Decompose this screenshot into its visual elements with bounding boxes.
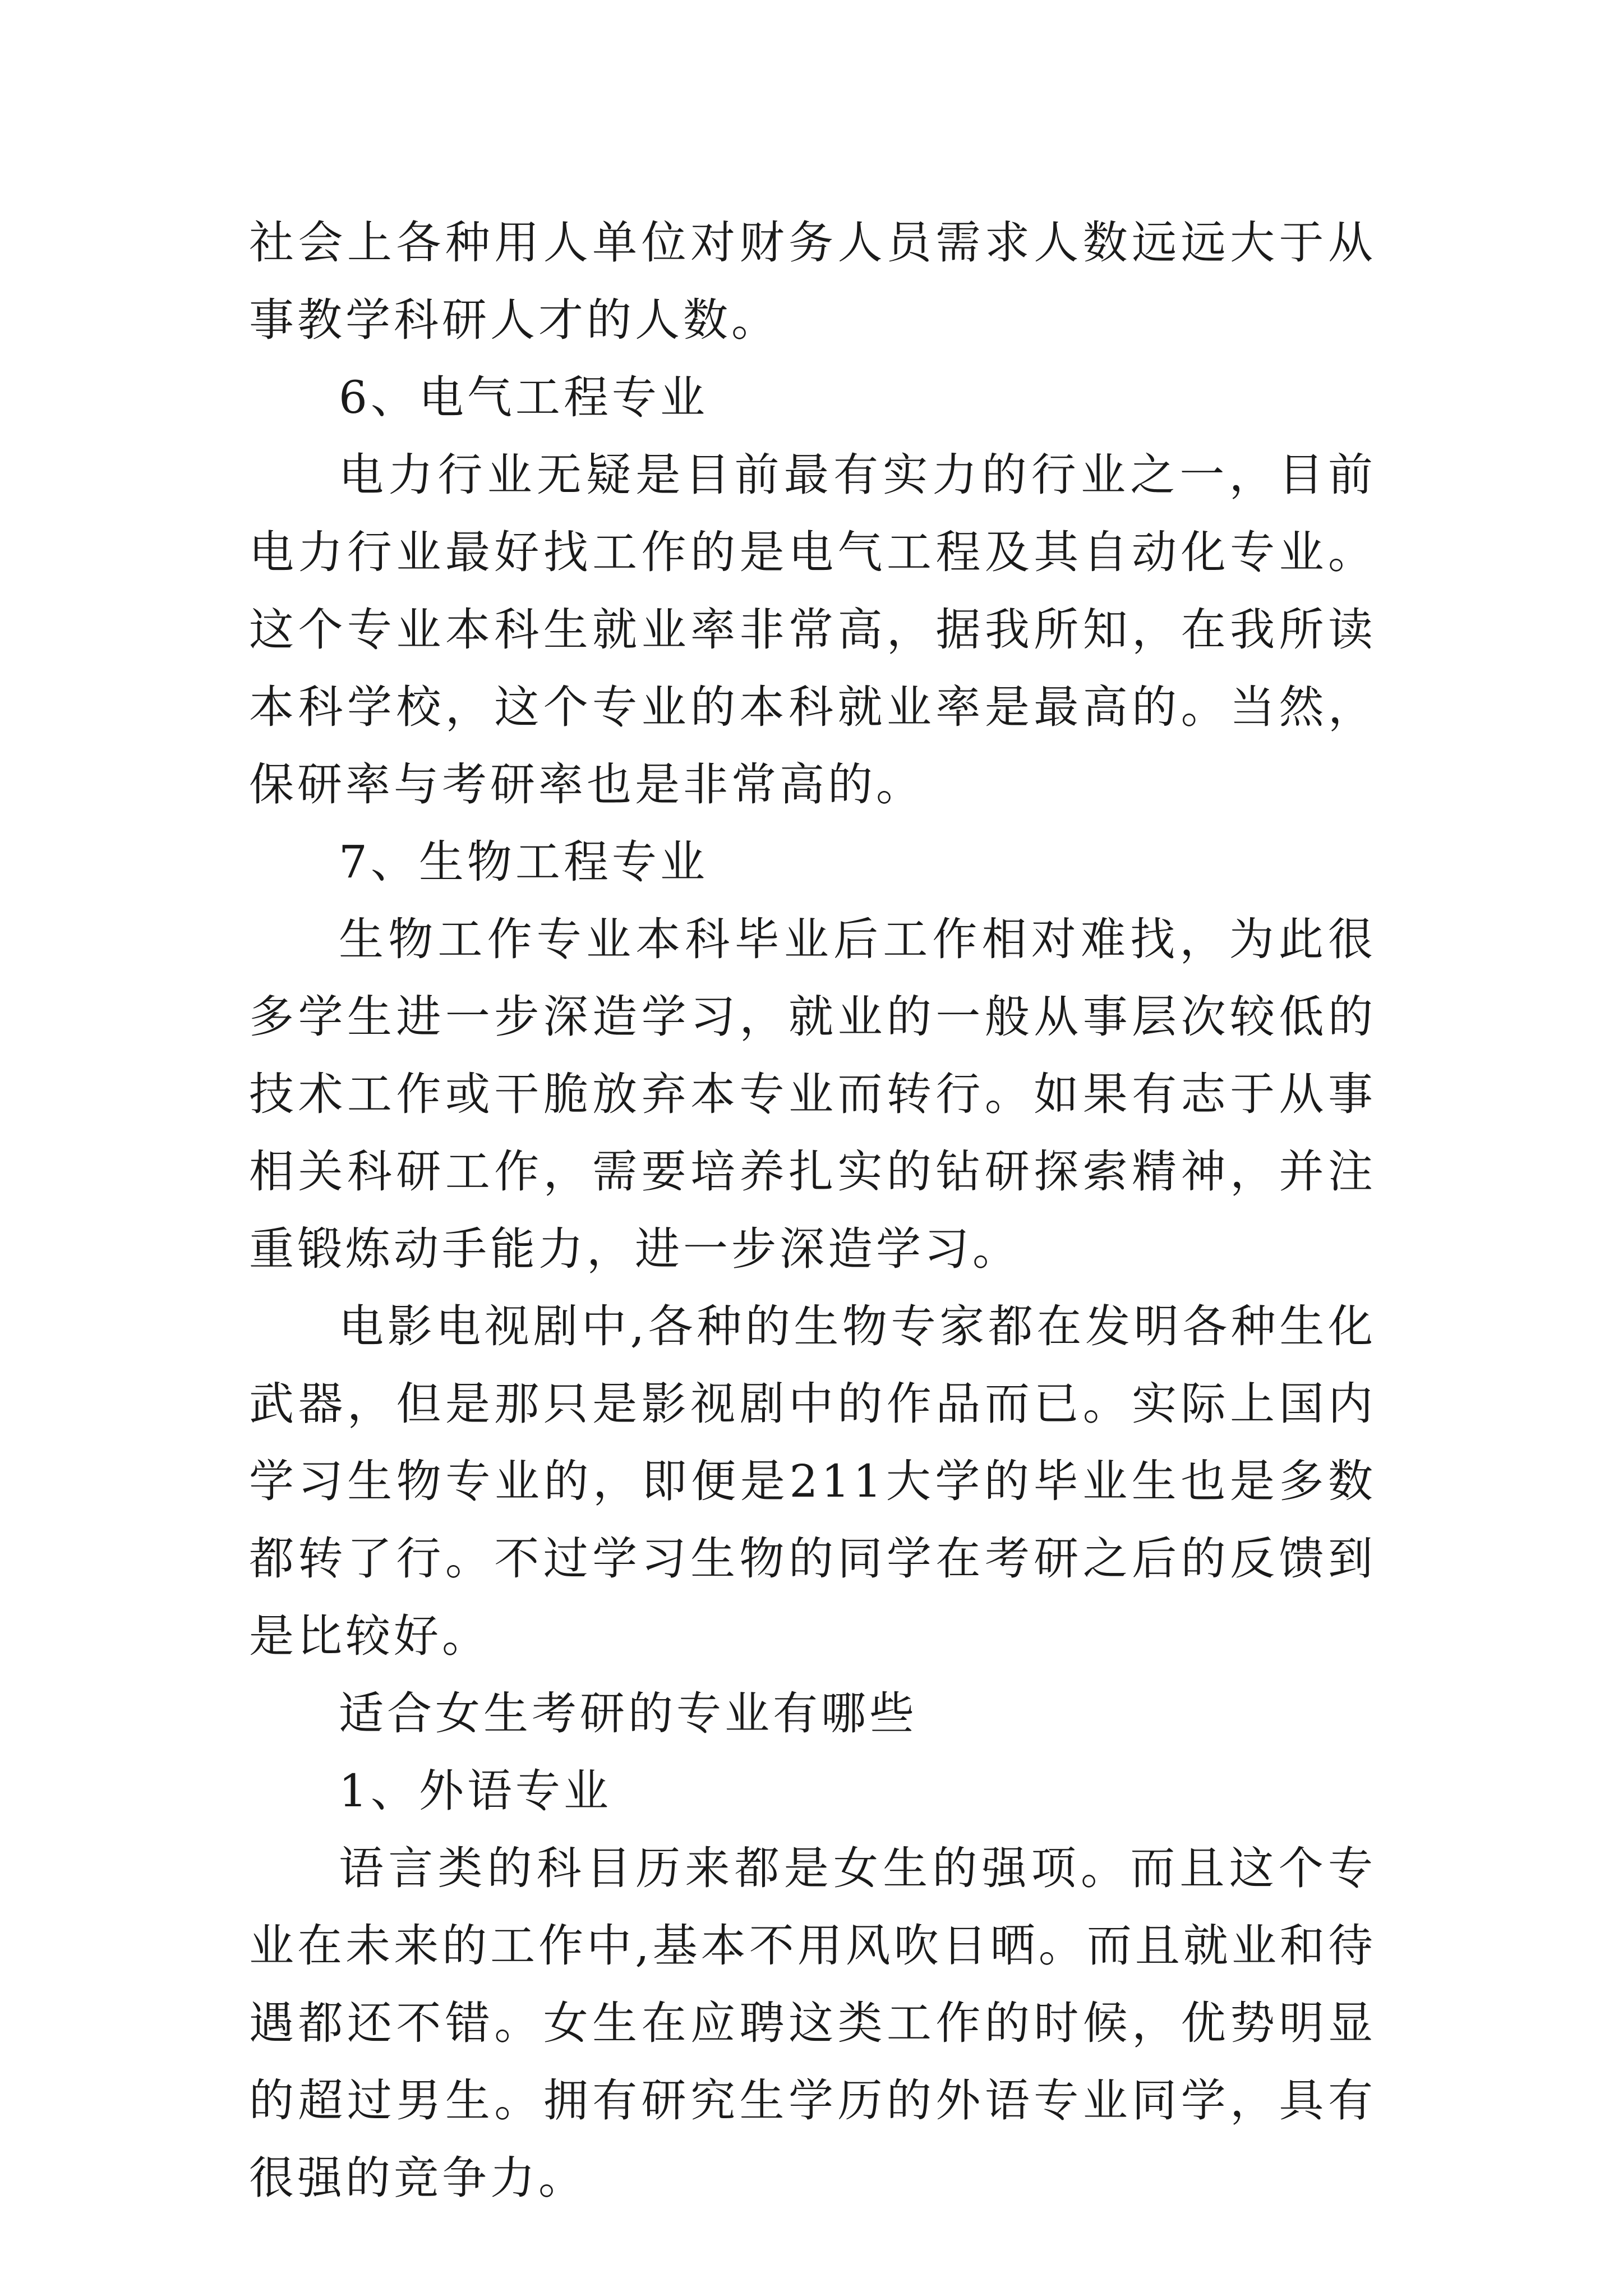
heading-electrical-engineering: 6、电气工程专业 [339,371,708,424]
paragraph-bioengineering: 生物工作专业本科毕业后工作相对难找，为此很多学生进一步深造学习，就业的一般从事层次较低的技术工作或干脆放弃本专业而转行。如果有志于从事相关科研工作，需要培养扎实的钻研探索精神，并注重锻炼动手能力，进一步深造学习。 [249,913,1376,1275]
paragraph-biology-film: 电影电视剧中,各种的生物专家都在发明各种生化武器，但是那只是影视剧中的作品而已。实际上国内学习生物专业的，即便是211大学的毕业生也是多数都转了行。不过学习生物的同学在考研之后的反馈到是比较好。 [249,1300,1376,1662]
document-body [249,204,1376,2217]
heading-bioengineering: 7、生物工程专业 [339,836,708,888]
heading-majors-for-women: 适合女生考研的专业有哪些 [339,1687,917,1740]
paragraph-finance-continuation: 社会上各种用人单位对财务人员需求人数远远大于从事教学科研人才的人数。 [249,217,1376,346]
paragraph-foreign-language: 语言类的科目历来都是女生的强项。而且这个专业在未来的工作中,基本不用风吹日晒。而且就业和待遇都还不错。女生在应聘这类工作的时候，优势明显的超过男生。拥有研究生学历的外语专业同学，具有很强的竞争力。 [249,1842,1376,2204]
heading-foreign-language: 1、外语专业 [339,1765,612,1817]
paragraph-electrical-engineering: 电力行业无疑是目前最有实力的行业之一，目前电力行业最好找工作的是电气工程及其自动化专业。这个专业本科生就业率非常高，据我所知，在我所读本科学校，这个专业的本科就业率是最高的。当然，保研率与考研率也是非常高的。 [249,449,1376,811]
